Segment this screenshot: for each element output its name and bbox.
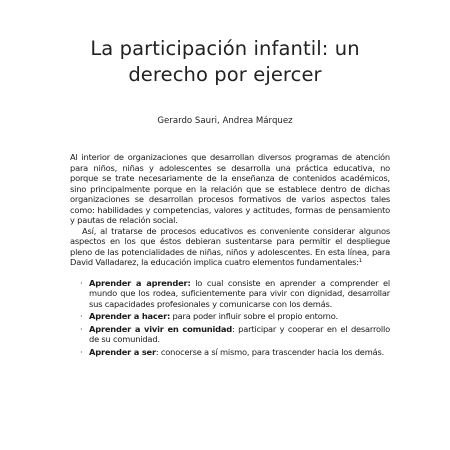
list-item-description: : conocerse a sí mismo, para trascender hacia los demás.	[155, 346, 385, 357]
list-item	[80, 278, 390, 310]
document-body	[70, 152, 390, 359]
list-item-description: para poder influir sobre el propio entorno.	[170, 311, 338, 321]
paragraph-2: Así, al tratarse de procesos educativos es conveniente considerar algunos aspectos en los que éstos debieran sustentarse para permitir el despliegue pleno de las potencialidades de niñas, niños y adolescentes. En esta línea, para David Valladarez, la educación implica cuatro elementos fundamentales:¹	[70, 225, 390, 267]
list-item	[80, 347, 390, 358]
list-item-text	[89, 278, 390, 310]
list-item-description: lo cual consiste en aprender a comprender el mundo que los rodea, suficientemente para vivir con dignidad, desarrollar sus capacidades profesionales y comunicarse con los demás.	[89, 277, 390, 309]
bullet-icon: ·	[80, 311, 83, 321]
list-item	[80, 311, 390, 322]
paragraph-1: Al interior de organizaciones que desarrollan diversos programas de atención para niños, niñas y adolescentes se desarrolla una práctica educativa, no porque se trate necesariamente de la enseñanza de contenidos académicos, sino principalmente porque en la relación que se establece dentro de dichas organizaciones se desarrollan procesos formativos de varios aspectos tales como: habilidades y competencias, valores y actitudes, formas de pensamiento y pautas de relación social.	[70, 152, 390, 225]
list-item	[80, 324, 390, 345]
title-line-2: derecho por ejercer	[128, 63, 322, 86]
list-item-term: Aprender a ser	[89, 346, 156, 357]
bullet-icon: ·	[80, 346, 83, 357]
document-title	[0, 36, 450, 88]
authors: Gerardo Sauri, Andrea Márquez	[157, 116, 293, 126]
list-item-term: Aprender a vivir en comunidad	[89, 323, 232, 334]
list-item-text	[89, 324, 390, 345]
list-item-term: Aprender a hacer:	[89, 311, 171, 321]
list-item-text	[89, 311, 338, 322]
list-item-text	[89, 347, 384, 358]
title-line-1: La participación infantil: un	[90, 37, 360, 60]
list-item-term: Aprender a aprender:	[89, 277, 191, 288]
bullet-icon: ·	[80, 277, 83, 288]
bullet-icon: ·	[80, 323, 83, 334]
elements-list	[70, 278, 390, 358]
list-item-description: : participar y cooperar en el desarrollo de su comunidad.	[89, 323, 390, 344]
